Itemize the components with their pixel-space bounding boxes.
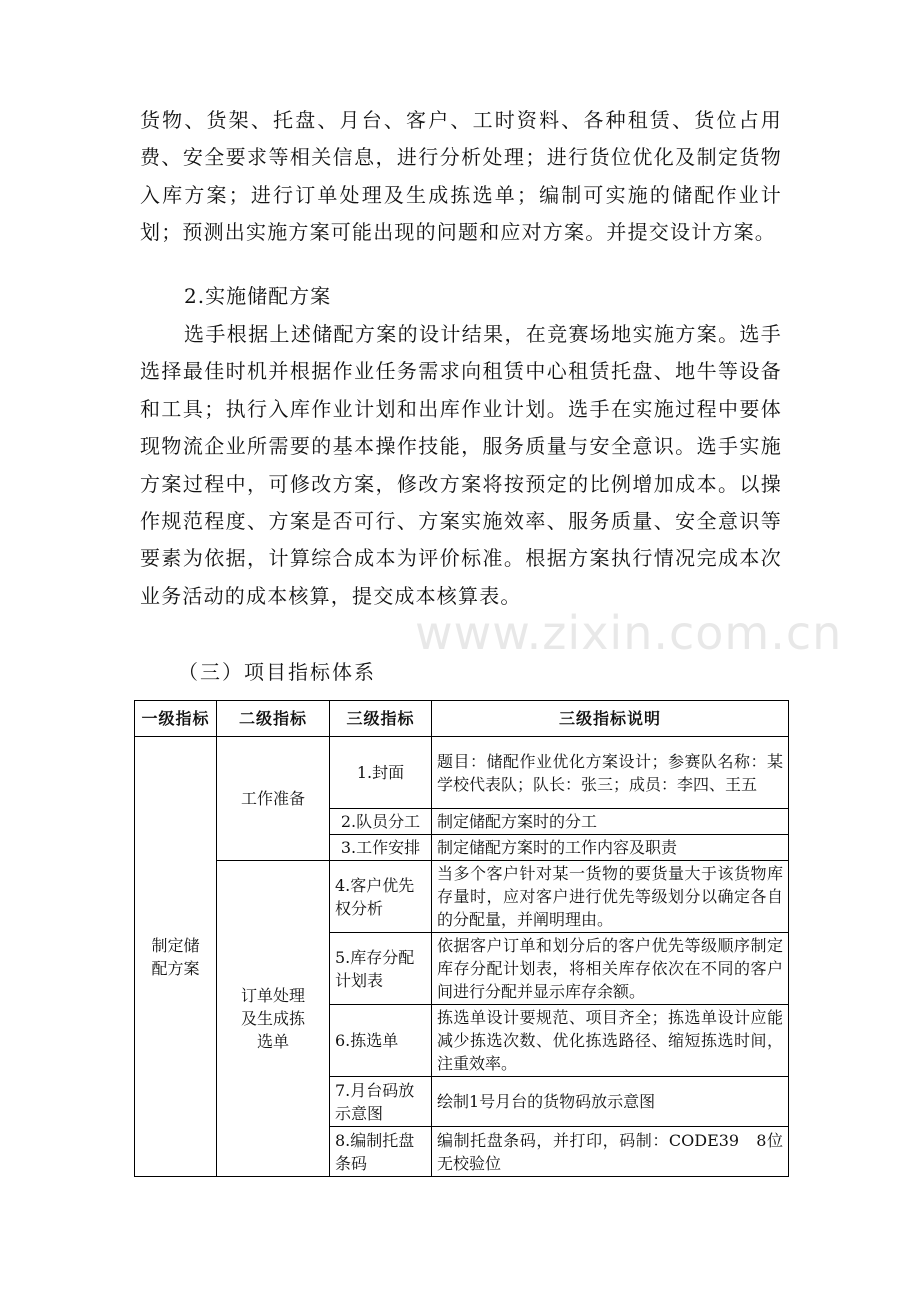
header-level2: 二级指标 xyxy=(217,701,330,737)
level3-cell: 2.队员分工 xyxy=(330,809,432,835)
level3-cell: 3.工作安排 xyxy=(330,835,432,861)
description-cell: 制定储配方案时的分工 xyxy=(432,809,789,835)
header-level1: 一级指标 xyxy=(135,701,217,737)
header-description: 三级指标说明 xyxy=(432,701,789,737)
description-cell: 当多个客户针对某一货物的要货量大于该货物库存量时，应对客户进行优先等级划分以确定各自的分配量，并阐明理由。 xyxy=(432,861,789,933)
level3-cell: 5.库存分配计划表 xyxy=(330,933,432,1005)
description-cell: 拣选单设计要规范、项目齐全；拣选单设计应能减少拣选次数、优化拣选路径、缩短拣选时间，注重效率。 xyxy=(432,1005,789,1077)
section-heading-index-system: （三）项目指标体系 xyxy=(178,660,376,684)
level2-cell-prep: 工作准备 xyxy=(217,737,330,861)
level3-cell: 7.月台码放示意图 xyxy=(330,1077,432,1127)
description-cell: 绘制1号月台的货物码放示意图 xyxy=(432,1077,789,1127)
level3-cell: 6.拣选单 xyxy=(330,1005,432,1077)
description-cell: 制定储配方案时的工作内容及职责 xyxy=(432,835,789,861)
level2-cell-order: 订单处理及生成拣选单 xyxy=(217,861,330,1177)
table-row xyxy=(135,861,789,933)
table-row xyxy=(135,737,789,809)
site-watermark: www.zixin.com.cn xyxy=(415,606,843,660)
description-cell: 编制托盘条码，并打印，码制：CODE39 8位 无校验位 xyxy=(432,1127,789,1177)
implement-paragraph: 选手根据上述储配方案的设计结果，在竞赛场地实施方案。选手选择最佳时机并根据作业任务需求向租赁中心租赁托盘、地牛等设备和工具；执行入库作业计划和出库作业计划。选手在实施过程中要体现物流企业所需要的基本操作技能，服务质量与安全意识。选手实施方案过程中，可修改方案，修改方案将按预定的比例增加成本。以操作规范程度、方案是否可行、方案实施效率、服务质量、安全意识等要素为依据，计算综合成本为评价标准。根据方案执行情况完成本次业务活动的成本核算，提交成本核算表。 xyxy=(140,322,782,608)
intro-paragraph: 货物、货架、托盘、月台、客户、工时资料、各种租赁、货位占用费、安全要求等相关信息，进行分析处理；进行货位优化及制定货物入库方案；进行订单处理及生成拣选单；编制可实施的储配作业计划；预测出实施方案可能出现的问题和应对方案。并提交设计方案。 xyxy=(140,108,782,245)
level3-cell: 4.客户优先权分析 xyxy=(330,861,432,933)
level1-cell: 制定储配方案 xyxy=(135,737,217,1177)
description-cell: 依据客户订单和划分后的客户优先等级顺序制定库存分配计划表，将相关库存依次在不同的客户间进行分配并显示库存余额。 xyxy=(432,933,789,1005)
section-heading-implement: 2.实施储配方案 xyxy=(184,284,332,308)
index-system-table xyxy=(134,700,789,1177)
level3-cell: 8.编制托盘条码 xyxy=(330,1127,432,1177)
level3-cell: 1.封面 xyxy=(330,737,432,809)
description-cell: 题目：储配作业优化方案设计；参赛队名称：某学校代表队；队长：张三；成员：李四、王五 xyxy=(432,737,789,809)
table-header-row xyxy=(135,701,789,737)
header-level3: 三级指标 xyxy=(330,701,432,737)
